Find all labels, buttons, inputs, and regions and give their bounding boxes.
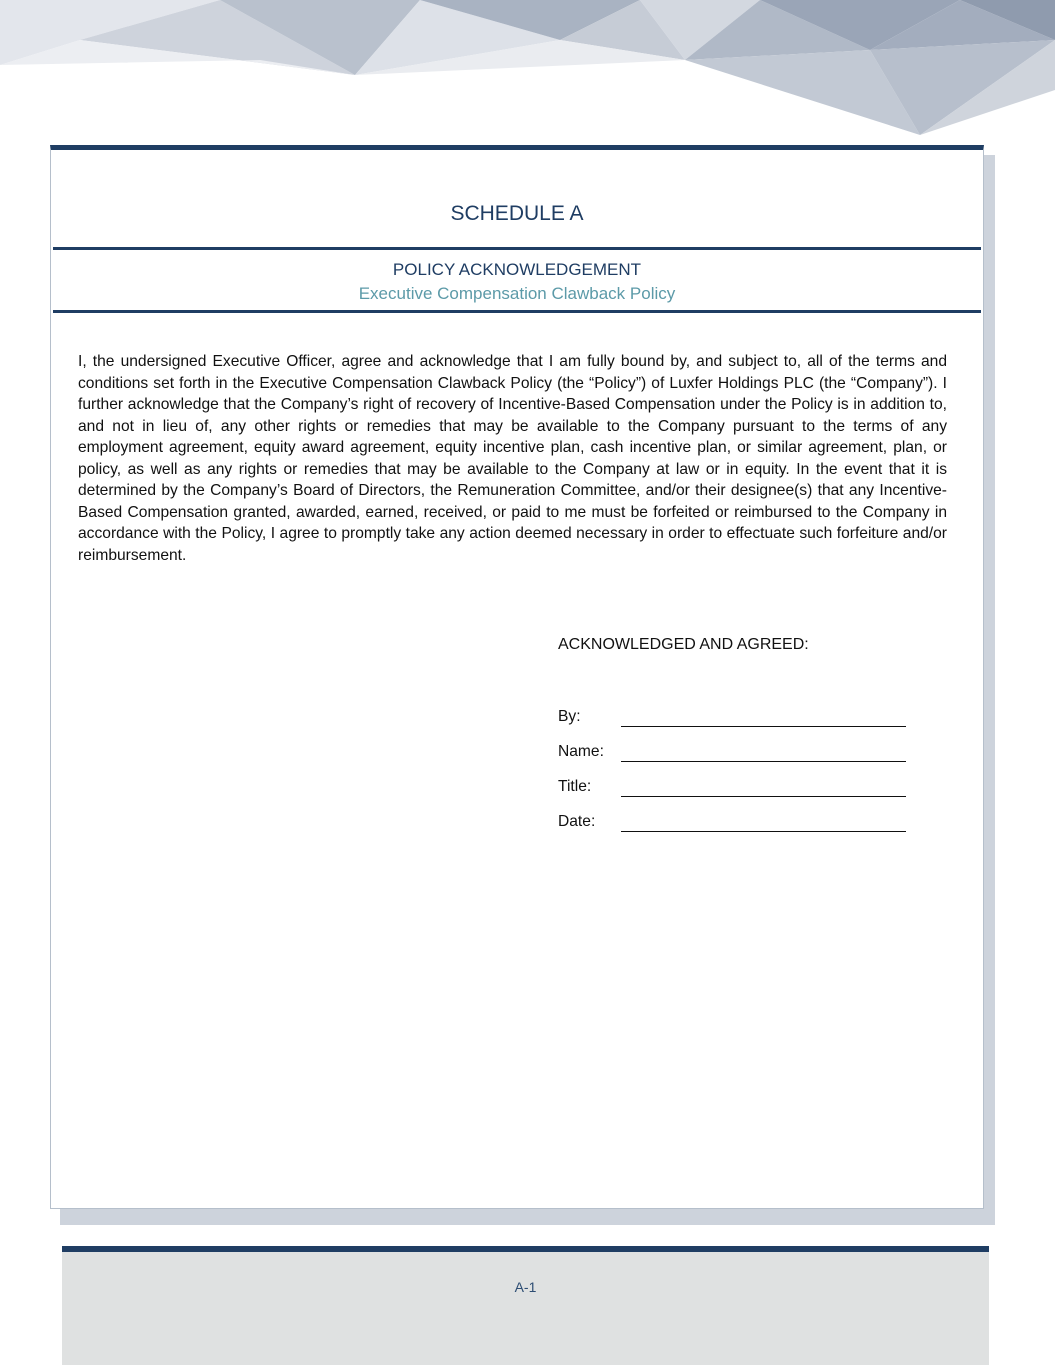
signature-row-title [558, 776, 908, 800]
signature-row-by [558, 706, 908, 730]
acknowledgement-title: POLICY ACKNOWLEDGEMENT [392, 260, 642, 279]
document-card [50, 145, 984, 1209]
name-signature-line[interactable] [621, 761, 906, 762]
date-signature-line[interactable] [621, 831, 906, 832]
date-label: Date: [558, 813, 596, 830]
schedule-title: SCHEDULE A [450, 202, 584, 225]
by-signature-line[interactable] [621, 726, 906, 727]
signature-row-name [558, 741, 908, 765]
acknowledged-heading: ACKNOWLEDGED AND AGREED: [558, 636, 809, 653]
signature-row-date [558, 811, 908, 835]
name-label: Name: [558, 743, 604, 760]
policy-subtitle: Executive Compensation Clawback Policy [358, 284, 676, 303]
title-signature-line[interactable] [621, 796, 906, 797]
page-footer [62, 1246, 989, 1365]
page-number: A-1 [514, 1279, 537, 1295]
by-label: By: [558, 708, 581, 725]
divider-top [53, 247, 981, 250]
acknowledgement-paragraph: I, the undersigned Executive Officer, agree and acknowledge that I am fully bound by, and subject to, all of the terms and conditions set forth in the Executive Compensation Clawback Policy (the “Policy”) of Luxfer Holdings PLC (the “Company”). I further acknowledge that the Company’s right of recovery of Incentive-Based Compensation under the Policy is in addition to, and not in lieu of, any other rights or remedies that may be available to the Company pursuant to the terms of any employment agreement, equity award agreement, equity incentive plan, cash incentive plan, or similar agreement, plan, or policy, as well as any rights or remedies that may be available to the Company at law or in equity. In the event that it is determined by the Company’s Board of Directors, the Remuneration Committee, and/or their designee(s) that any Incentive-Based Compensation granted, awarded, earned, received, or paid to me must be forfeited or reimbursed to the Company in accordance with the Policy, I agree to promptly take any action deemed necessary in order to effectuate such forfeiture and/or reimbursement. [78, 353, 947, 564]
title-label: Title: [558, 778, 592, 795]
divider-bottom [53, 310, 981, 313]
decorative-header-banner [0, 0, 1055, 140]
